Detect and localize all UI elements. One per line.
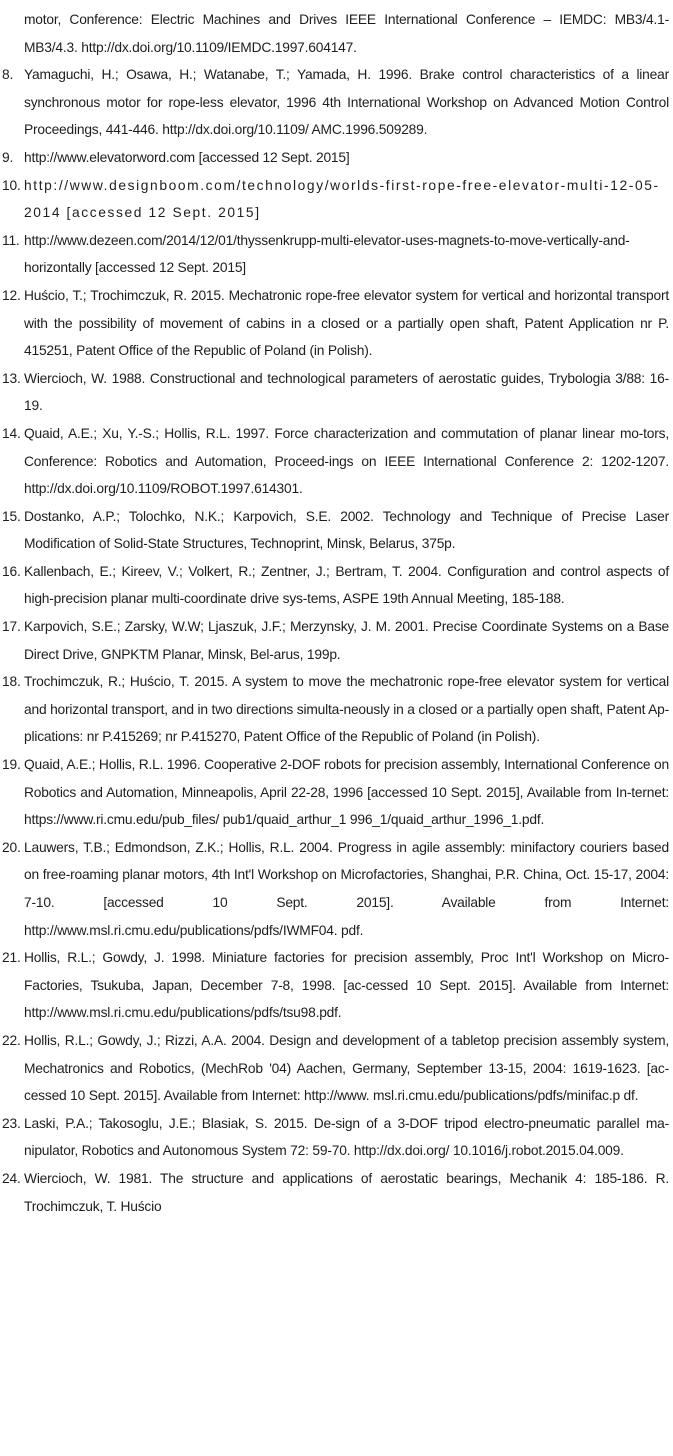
reference-item (0, 834, 669, 944)
reference-item (0, 944, 669, 1027)
reference-text: Trochimczuk, R.; Huścio, T. 2015. A system to move the mechatronic rope-free elevator system for vertical and horizontal transport, and in two directions simulta-neously in a closed or a partially open shaft, Patent Ap-plications: nr P.415269; nr P.415270, Patent Office of the Republic of Poland (in Polish). (24, 674, 669, 745)
reference-number: 13. (2, 370, 21, 386)
reference-text: Huścio, T.; Trochimczuk, R. 2015. Mechatronic rope-free elevator system for vertical and horizontal transport with the possibility of movement of cabins in a closed or a partially open shaft, Patent Application nr P. 415251, Patent Office of the Republic of Poland (in Polish). (24, 287, 669, 359)
reference-item (0, 6, 669, 61)
reference-text: Quaid, A.E.; Xu, Y.-S.; Hollis, R.L. 1997. Force characterization and commutation of planar linear mo-tors, Conference: Robotics and Automation, Proceed-ings on IEEE International Conference 2: 1202-1207. http://dx.doi.org/10.1109/ROBOT.1997.614301. (24, 425, 669, 497)
reference-text: Wiercioch, W. 1981. The structure and applications of aerostatic bearings, Mechanik 4: 185-186. R. Trochimczuk, T. Huścio (24, 1170, 669, 1214)
reference-number: 23. (2, 1115, 21, 1131)
reference-number: 9. (2, 149, 14, 165)
reference-number: 17. (2, 619, 21, 635)
reference-text: Lauwers, T.B.; Edmondson, Z.K.; Hollis, R.L. 2004. Progress in agile assembly: minifactory couriers based on free-roaming planar motors, 4th Int'l Workshop on Microfactories, Shanghai, P.R. China, Oct. 15-17, 2004: 7-10. [accessed 10 Sept. 2015]. Available from Internet: http://www.msl.ri.cmu.edu/publications/pdfs/IWMF04. pdf. (24, 839, 669, 938)
reference-text: http://www.dezeen.com/2014/12/01/thyssenkrupp-multi-elevator-uses-magnets-to-move-vertically-and-horizontally [accessed 12 Sept. 2015] (24, 232, 630, 276)
reference-item (0, 751, 669, 834)
reference-text: Karpovich, S.E.; Zarsky, W.W; Ljaszuk, J.F.; Merzynsky, J. M. 2001. Precise Coordinate Systems on a Base Direct Drive, GNPKTM Planar, Minsk, Bel-arus, 199p. (24, 619, 669, 662)
reference-number: 22. (2, 1032, 21, 1048)
reference-number: 16. (2, 563, 21, 579)
reference-number: 14. (2, 425, 21, 441)
reference-text: Quaid, A.E.; Hollis, R.L. 1996. Cooperative 2-DOF robots for precision assembly, International Conference on Robotics and Automation, Minneapolis, April 22-28, 1996 [accessed 10 Sept. 2015], Available from In-ternet: https://www.ri.cmu.edu/pub_files/ pub1/quaid_arthur_1 996_1/quaid_arthur_1996_1.pdf. (24, 757, 669, 828)
reference-text: Hollis, R.L.; Gowdy, J.; Rizzi, A.A. 2004. Design and development of a tabletop precision assembly system, Mechatronics and Robotics, (MechRob '04) Aachen, Germany, September 13-15, 2004: 1619-1623. [ac-cessed 10 Sept. 2015]. Available from Internet: http://www. msl.ri.cmu.edu/publications/pdfs/minifac.p df. (24, 1032, 669, 1104)
reference-item (0, 503, 669, 558)
reference-text: http://www.designboom.com/technology/worlds-first-rope-free-elevator-multi-12-05-2014 [accessed 12 Sept. 2015] (24, 177, 660, 221)
reference-text: Hollis, R.L.; Gowdy, J. 1998. Miniature factories for precision assembly, Proc Int'l Workshop on Micro-Factories, Tsukuba, Japan, December 7-8, 1998. [ac-cessed 10 Sept. 2015]. Available from Internet: http://www.msl.ri.cmu.edu/publications/pdfs/tsu98.pdf. (24, 950, 669, 1021)
reference-item (0, 365, 669, 420)
reference-item (0, 61, 669, 144)
reference-number: 8. (2, 67, 14, 83)
reference-text: motor, Conference: Electric Machines and Drives IEEE International Conference – IEMDC: MB3/4.1-MB3/4.3. http://dx.doi.org/10.1109/IEMDC.1997.604147. (24, 12, 669, 55)
reference-text: Wiercioch, W. 1988. Constructional and technological parameters of aerostatic guides, Trybologia 3/88: 16-19. (24, 370, 669, 414)
reference-number: 12. (2, 287, 21, 303)
reference-item (0, 172, 669, 227)
reference-text: Laski, P.A.; Takosoglu, J.E.; Blasiak, S. 2015. De-sign of a 3-DOF tripod electro-pneumatic parallel ma-nipulator, Robotics and Autonomous System 72: 59-70. http://dx.doi.org/ 10.1016/j.robot.2015.04.009. (24, 1115, 669, 1159)
reference-text: Yamaguchi, H.; Osawa, H.; Watanabe, T.; Yamada, H. 1996. Brake control characteristics of a linear synchronous motor for rope-less elevator, 1996 4th International Workshop on Advanced Motion Control Proceedings, 441-446. http://dx.doi.org/10.1109/ AMC.1996.509289. (24, 67, 669, 138)
reference-text: Kallenbach, E.; Kireev, V.; Volkert, R.; Zentner, J.; Bertram, T. 2004. Configuration and control aspects of high-precision planar multi-coordinate drive sys-tems, ASPE 19th Annual Meeting, 185-188. (24, 563, 669, 607)
reference-item (0, 668, 669, 751)
reference-number: 24. (2, 1170, 21, 1186)
reference-number: 18. (2, 674, 21, 690)
reference-item (0, 1165, 669, 1220)
reference-number: 21. (2, 950, 21, 966)
reference-number: 15. (2, 508, 21, 524)
reference-item (0, 1027, 669, 1110)
reference-item (0, 1110, 669, 1165)
reference-number: 20. (2, 839, 21, 855)
reference-item (0, 144, 669, 172)
reference-number: 19. (2, 757, 21, 773)
reference-text: Dostanko, A.P.; Tolochko, N.K.; Karpovich, S.E. 2002. Technology and Technique of Precise Laser Modification of Solid-State Structures, Technoprint, Minsk, Belarus, 375p. (24, 508, 669, 552)
reference-item (0, 558, 669, 613)
reference-item (0, 227, 669, 282)
reference-item (0, 613, 669, 668)
reference-number: 11. (2, 232, 20, 248)
reference-number: 10. (2, 177, 21, 193)
reference-item (0, 282, 669, 365)
reference-text: http://www.elevatorword.com [accessed 12 Sept. 2015] (24, 149, 350, 165)
reference-item (0, 420, 669, 503)
